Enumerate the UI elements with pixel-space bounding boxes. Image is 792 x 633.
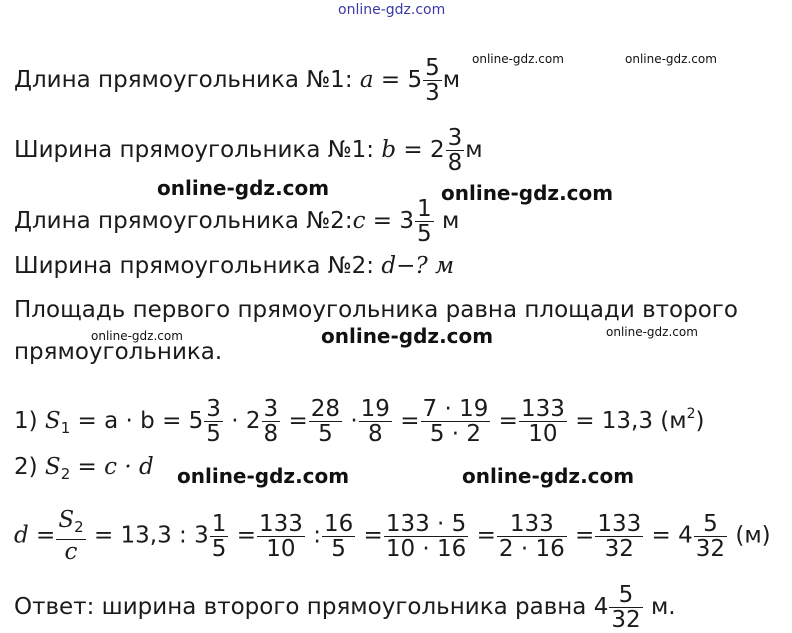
statement-line-2: прямоугольника. xyxy=(14,339,223,365)
fraction: $\frac{5}{32}$ xyxy=(695,510,726,562)
fraction: $\frac{133}{32}$ xyxy=(597,510,642,562)
fraction: $\frac{16}{5}$ xyxy=(323,510,354,562)
fraction: $\frac{1}{5}$ xyxy=(211,510,227,562)
watermark: online-gdz.com xyxy=(321,324,494,348)
statement-line-1: Площадь первого прямоугольника равна площади второго xyxy=(14,297,738,323)
fraction: $\frac{28}{5}$ xyxy=(310,396,341,447)
fraction: $\frac{1}{5}$ xyxy=(417,196,432,247)
watermark: online-gdz.com xyxy=(606,325,698,339)
width-rect2-line: Ширина прямоугольника №2: d−? м xyxy=(14,253,455,279)
watermark: online-gdz.com xyxy=(177,464,350,488)
watermark: online-gdz.com xyxy=(157,176,330,200)
length-rect1-line: Длина прямоугольника №1: a = 5 $\frac{5}{3}$ м xyxy=(14,55,461,106)
fraction: $\frac{5}{3}$ xyxy=(425,55,440,106)
fraction: $\frac{133 \cdot 5}{10 \cdot 16}$ xyxy=(385,510,467,562)
width-rect1-line: Ширина прямоугольника №1: b = 2 $\frac{3}{8}$ м xyxy=(14,125,483,176)
fraction: $\frac{S_2}{c}$ xyxy=(58,507,84,565)
fraction: $\frac{3}{5}$ xyxy=(206,396,221,447)
fraction: $\frac{3}{8}$ xyxy=(263,396,279,447)
fraction: $\frac{133}{10}$ xyxy=(520,396,565,447)
step-2-formula: 2) $S_2 = c \cdot d$ xyxy=(14,454,154,483)
fraction: $\frac{5}{32}$ xyxy=(611,582,641,633)
watermark: online-gdz.com xyxy=(625,52,717,66)
step-1-formula: 1) $S_1 = a \cdot b = 5$ $\frac{3}{5}$ · 2 $\frac{3}{8}$ = $\frac{28}{5}$ · $\frac{19}{8}$ = $\frac{7 \cdot 19}{5 \cdot 2}$ = $\frac{133}{10}$ = 13,3 $(м^2)$ xyxy=(14,396,705,447)
answer-line: Ответ: ширина второго прямоугольника равна 4 $\frac{5}{32}$ м. xyxy=(14,582,676,633)
watermark: online-gdz.com xyxy=(462,464,635,488)
fraction: $\frac{133}{2 \cdot 16}$ xyxy=(498,510,565,562)
watermark: online-gdz.com xyxy=(441,181,614,205)
step-2-calculation: d = $\frac{S_2}{c}$ = 13,3 : 3 $\frac{1}{5}$ = $\frac{133}{10}$ : $\frac{16}{5}$ = $\frac{133 \cdot 5}{10 \cdot 16}$ = $\frac{133}{2 \cdot 16}$ = $\frac{133}{32}$ = 4 $\frac{5}{32}$ (м) xyxy=(14,507,771,565)
fraction: $\frac{7 \cdot 19}{5 \cdot 2}$ xyxy=(422,396,489,447)
fraction: $\frac{133}{10}$ xyxy=(258,510,303,562)
fraction: $\frac{19}{8}$ xyxy=(360,396,390,447)
length-rect2-line: Длина прямоугольника №2:c = 3 $\frac{1}{5}$ м xyxy=(14,196,460,247)
watermark: online-gdz.com xyxy=(338,2,446,18)
watermark: online-gdz.com xyxy=(91,329,183,343)
watermark: online-gdz.com xyxy=(472,52,564,66)
fraction: $\frac{3}{8}$ xyxy=(447,125,463,176)
